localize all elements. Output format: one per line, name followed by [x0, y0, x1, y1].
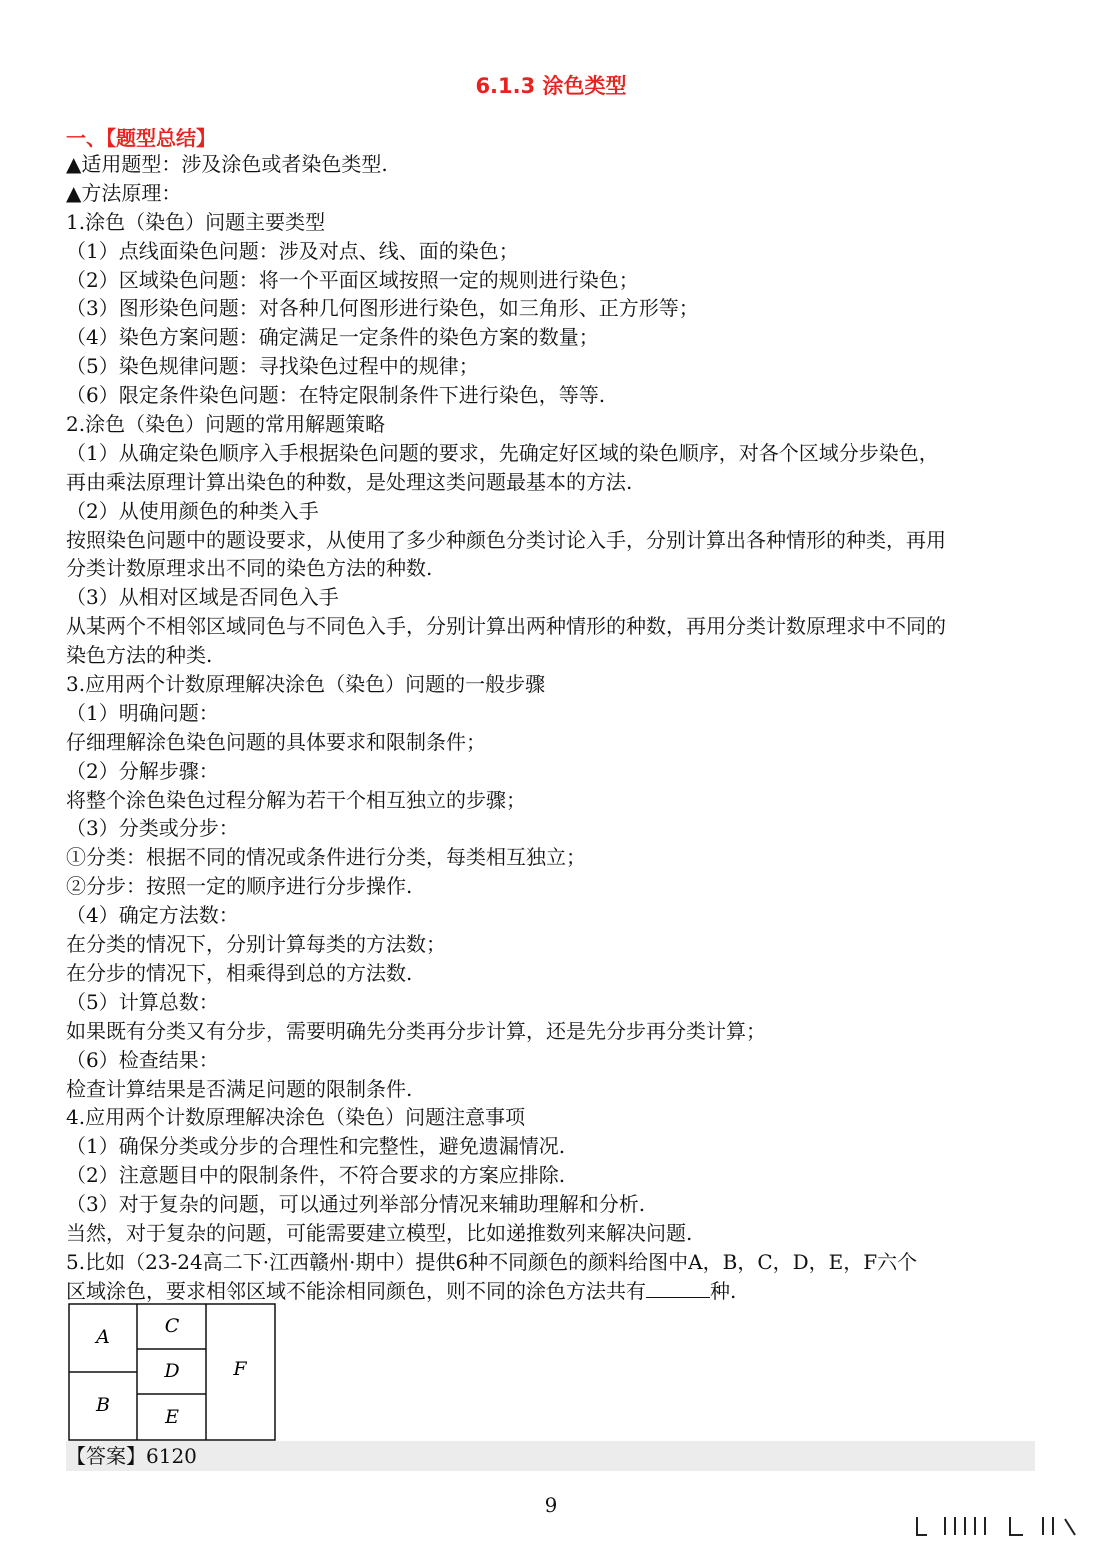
text-line: （1）从确定染色顺序入手根据染色问题的要求，先确定好区域的染色顺序，对各个区域分步染色， — [66, 440, 939, 465]
text-line: 染色方法的种类. — [66, 643, 213, 668]
region-label-d: D — [164, 1360, 180, 1382]
question-line: 5.比如（23-24高二下·江西赣州·期中）提供6种不同颜色的颜料给图中A，B，C，D，E，F六个 — [66, 1249, 918, 1274]
answer-bar: 【答案】6120 — [66, 1441, 1035, 1471]
text-line: 再由乘法原理计算出染色的种数，是处理这类问题最基本的方法. — [66, 469, 633, 494]
text-line: ①分类：根据不同的情况或条件进行分类，每类相互独立； — [66, 845, 586, 870]
text-line: 在分步的情况下，相乘得到总的方法数. — [66, 960, 413, 985]
text-line: 如果既有分类又有分步，需要明确先分类再分步计算，还是先分步再分类计算； — [66, 1018, 766, 1043]
text-line: 3.应用两个计数原理解决涂色（染色）问题的一般步骤 — [66, 672, 546, 697]
text-line: （1）明确问题： — [66, 700, 219, 725]
watermark-marks — [915, 1513, 1080, 1539]
text-line: 2.涂色（染色）问题的常用解题策略 — [66, 412, 386, 437]
region-label-e: E — [165, 1406, 179, 1428]
question-text-end: 种. — [710, 1278, 737, 1303]
text-line: （2）注意题目中的限制条件，不符合要求的方案应排除. — [66, 1163, 566, 1188]
text-line: （3）对于复杂的问题，可以通过列举部分情况来辅助理解和分析. — [66, 1192, 646, 1217]
text-line: 在分类的情况下，分别计算每类的方法数； — [66, 932, 446, 957]
text-line: （5）计算总数： — [66, 989, 219, 1014]
question-text: 区域涂色，要求相邻区域不能涂相同颜色，则不同的涂色方法共有 — [66, 1278, 646, 1303]
text-line: 检查计算结果是否满足问题的限制条件. — [66, 1076, 413, 1101]
text-line: （2）区域染色问题：将一个平面区域按照一定的规则进行染色； — [66, 267, 639, 292]
text-line: ▲方法原理： — [66, 180, 182, 205]
text-line: 将整个涂色染色过程分解为若干个相互独立的步骤； — [66, 787, 526, 812]
text-line: 按照染色问题中的题设要求，从使用了多少种颜色分类讨论入手，分别计算出各种情形的种类，再用 — [66, 527, 946, 552]
text-line: 4.应用两个计数原理解决涂色（染色）问题注意事项 — [66, 1105, 526, 1130]
text-line: （6）限定条件染色问题：在特定限制条件下进行染色，等等. — [66, 383, 606, 408]
text-line: （5）染色规律问题：寻找染色过程中的规律； — [66, 354, 479, 379]
text-line: （2）从使用颜色的种类入手 — [66, 498, 319, 523]
region-label-f: F — [233, 1358, 247, 1380]
page-number: 9 — [544, 1493, 558, 1517]
region-grid — [68, 1303, 278, 1443]
region-label-c: C — [164, 1315, 180, 1337]
text-line: （1）点线面染色问题：涉及对点、线、面的染色； — [66, 238, 519, 263]
text-line: 当然，对于复杂的问题，可能需要建立模型，比如递推数列来解决问题. — [66, 1220, 693, 1245]
region-label-a: A — [96, 1326, 110, 1348]
text-line: 1.涂色（染色）问题主要类型 — [66, 209, 326, 234]
text-line: （3）从相对区域是否同色入手 — [66, 585, 339, 610]
text-line: （4）染色方案问题：确定满足一定条件的染色方案的数量； — [66, 325, 599, 350]
body-text — [66, 150, 1046, 1306]
text-line: 分类计数原理求出不同的染色方法的种数. — [66, 556, 433, 581]
page-title: 6.1.3 涂色类型 — [475, 74, 627, 98]
text-line: 仔细理解涂色染色问题的具体要求和限制条件； — [66, 729, 486, 754]
text-line: （3）图形染色问题：对各种几何图形进行染色，如三角形、正方形等； — [66, 296, 699, 321]
text-line: ▲适用题型：涉及涂色或者染色类型. — [66, 152, 388, 176]
region-label-b: B — [96, 1394, 110, 1416]
question-line — [66, 1277, 1046, 1306]
text-line: （4）确定方法数： — [66, 903, 239, 928]
section-heading: 一、【题型总结】 — [66, 126, 216, 150]
text-line: （2）分解步骤： — [66, 758, 219, 783]
text-line: （1）确保分类或分步的合理性和完整性，避免遗漏情况. — [66, 1134, 566, 1159]
text-line: ②分步：按照一定的顺序进行分步操作. — [66, 874, 413, 899]
text-line: （6）检查结果： — [66, 1047, 219, 1072]
region-diagram — [68, 1303, 278, 1447]
text-line: 从某两个不相邻区域同色与不同色入手，分别计算出两种情形的种数，再用分类计数原理求中不同的 — [66, 614, 946, 639]
answer-blank — [646, 1281, 710, 1298]
text-line: （3）分类或分步： — [66, 816, 239, 841]
